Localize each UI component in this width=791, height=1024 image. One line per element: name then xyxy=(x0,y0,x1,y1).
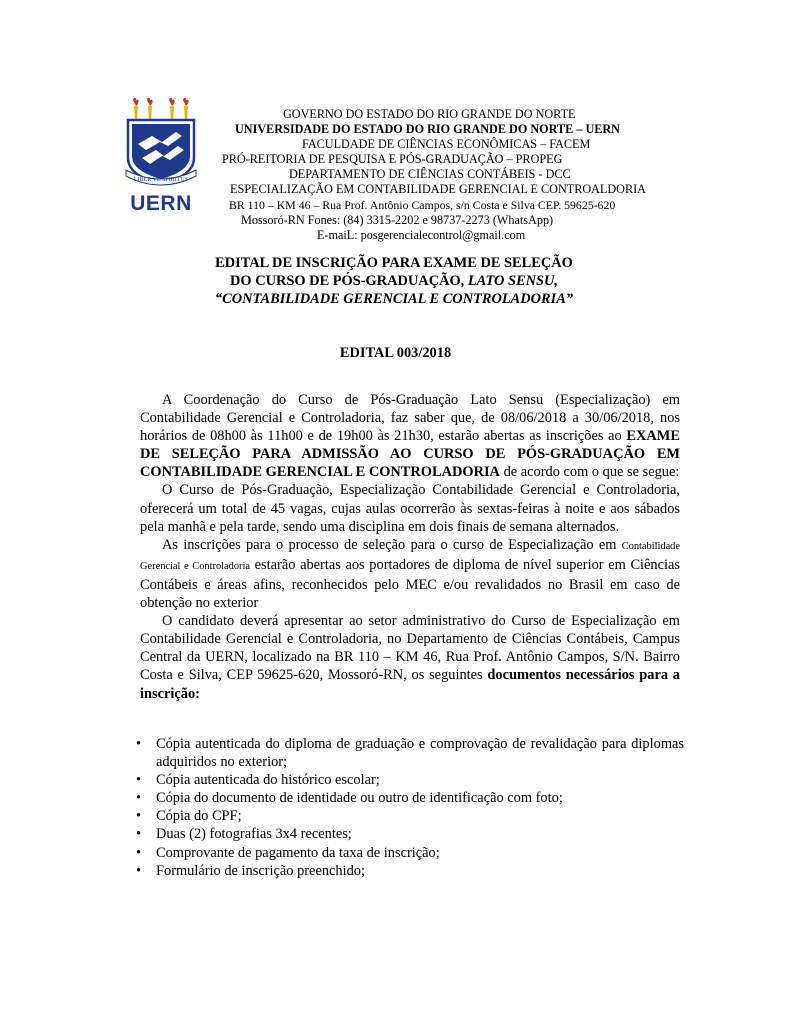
bullet-icon: • xyxy=(136,862,142,879)
edital-number: EDITAL 003/2018 xyxy=(339,345,452,361)
list-item xyxy=(136,807,684,825)
paragraph xyxy=(140,612,680,702)
list-item xyxy=(136,789,684,807)
list-item-text: Cópia do CPF; xyxy=(156,808,242,825)
paragraph xyxy=(140,391,680,481)
title-line xyxy=(150,272,638,290)
list-item xyxy=(136,825,684,843)
torch-icon xyxy=(133,98,138,120)
title-line-text: DO CURSO DE PÓS-GRADUAÇÃO, xyxy=(230,273,468,289)
list-item-text: Cópia autenticada do histórico escolar; xyxy=(156,772,380,789)
document-title xyxy=(150,254,638,308)
bullet-icon: • xyxy=(136,772,142,789)
header-line: UNIVERSIDADE DO ESTADO DO RIO GRANDE DO NORTE – UERN xyxy=(235,122,620,137)
paragraph xyxy=(140,536,680,612)
paragraph-bold: documentos necessários para a inscrição: xyxy=(140,667,681,702)
bullet-icon: • xyxy=(136,808,142,825)
list-item xyxy=(136,844,684,862)
title-course-name: “CONTABILIDADE GERENCIAL E CONTROLADORIA” xyxy=(214,291,574,307)
header-line: Mossoró-RN Fones: (84) 3315-2202 e 98737-2273 (WhatsApp) xyxy=(241,212,554,227)
paragraph-small-text: Contabilidade Gerencial e Controladoria xyxy=(140,540,680,572)
paragraph-text: A Coordenação do Curso de Pós-Graduação Lato Sensu (Especialização) em Contabilidade Gerencial e Controladoria, faz saber que, de 08/06/2018 a 30/06/2018, nos horários de 08h00 às 11h00 e de 19h00 às 21h30, estarão abertas as inscrições ao xyxy=(140,392,680,445)
title-italic: LATO SENSU, xyxy=(467,273,558,289)
letterhead xyxy=(200,107,670,243)
paragraph: O Curso de Pós-Graduação, Especialização Contabilidade Gerencial e Controladoria, oferecerá um total de 45 vagas, cujas aulas ocorrerão às sextas-feiras à noite e aos sábados pela manhã e pela tarde, sendo uma disciplina em dois finais de semana alternados. xyxy=(140,482,680,535)
list-item xyxy=(136,771,684,789)
logo-wordmark: UERN xyxy=(130,192,192,215)
paragraph-text: As inscrições para o processo de seleção para o curso de Especialização em xyxy=(162,536,622,553)
header-line: FACULDADE DE CIÊNCIAS ECONÔMICAS – FACEM xyxy=(302,137,591,152)
title-line xyxy=(150,290,638,308)
header-line: ESPECIALIZAÇÃO EM CONTABILIDADE GERENCIAL E CONTROALDORIA xyxy=(230,182,646,197)
torch-icon xyxy=(183,98,188,120)
list-item-text: Formulário de inscrição preenchido; xyxy=(156,862,365,879)
bullet-icon: • xyxy=(136,844,142,861)
document-body xyxy=(140,391,680,703)
paragraph-bold: EXAME DE SELEÇÃO PARA ADMISSÃO AO CURSO DE PÓS-GRADUAÇÃO EM CONTABILIDADE GERENCIAL E CONTROLADORIA xyxy=(140,428,680,481)
bullet-icon: • xyxy=(136,790,142,807)
uern-crest-icon xyxy=(122,96,200,192)
torch-icon xyxy=(147,98,152,120)
list-item-text: Cópia autenticada do diploma de graduação e comprovação de revalidação para diplomas adquiridos no exterior; xyxy=(156,736,684,771)
uern-logo xyxy=(122,96,200,218)
header-email: E-maiL: posgerencialecontrol@gmail.com xyxy=(317,227,526,242)
header-line: BR 110 – KM 46 – Rua Prof. Antônio Campos, s/n Costa e Silva CEP. 59625-620 xyxy=(229,197,616,212)
list-item xyxy=(136,735,684,771)
bullet-icon: • xyxy=(136,826,142,843)
list-item-text: Cópia do documento de identidade ou outro de identificação com foto; xyxy=(156,790,563,807)
paragraph-text: estarão abertas aos portadores de diploma de nível superior em Ciências Contábeis e áreas afins, reconhecidos pelo MEC e/ou revalidados no Brasil em caso de obtenção no exterior xyxy=(140,556,680,612)
header-line: PRÓ-REITORIA DE PESQUISA E PÓS-GRADUAÇÃO – PROPEG xyxy=(222,152,563,167)
header-line: GOVERNO DO ESTADO DO RIO GRANDE DO NORTE xyxy=(283,107,576,121)
list-item xyxy=(136,862,684,880)
header-line: DEPARTAMENTO DE CIÊNCIAS CONTÁBEIS - DCC xyxy=(289,167,571,182)
paragraph-text: O candidato deverá apresentar ao setor administrativo do Curso de Especialização em Contabilidade Gerencial e Controladoria, no Departamento de Ciências Contábeis, Campus Central da UERN, localizado na BR 110 – KM 46, Rua Prof. Antônio Campos, S/N. Bairro Costa e Silva, CEP 59625-620, Mossoró-RN, os seguintes xyxy=(140,613,680,684)
bullet-icon: • xyxy=(136,736,142,752)
logo-motto: LIBER VE SPIRITUS xyxy=(133,177,189,183)
title-line: EDITAL DE INSCRIÇÃO PARA EXAME DE SELEÇÃO xyxy=(215,255,573,271)
list-item-text: Duas (2) fotografias 3x4 recentes; xyxy=(156,826,352,843)
paragraph-text: de acordo com o que se segue: xyxy=(499,464,680,481)
list-item-text: Comprovante de pagamento da taxa de inscrição; xyxy=(156,844,440,861)
torch-icon xyxy=(169,98,174,120)
required-documents-list xyxy=(136,735,684,880)
